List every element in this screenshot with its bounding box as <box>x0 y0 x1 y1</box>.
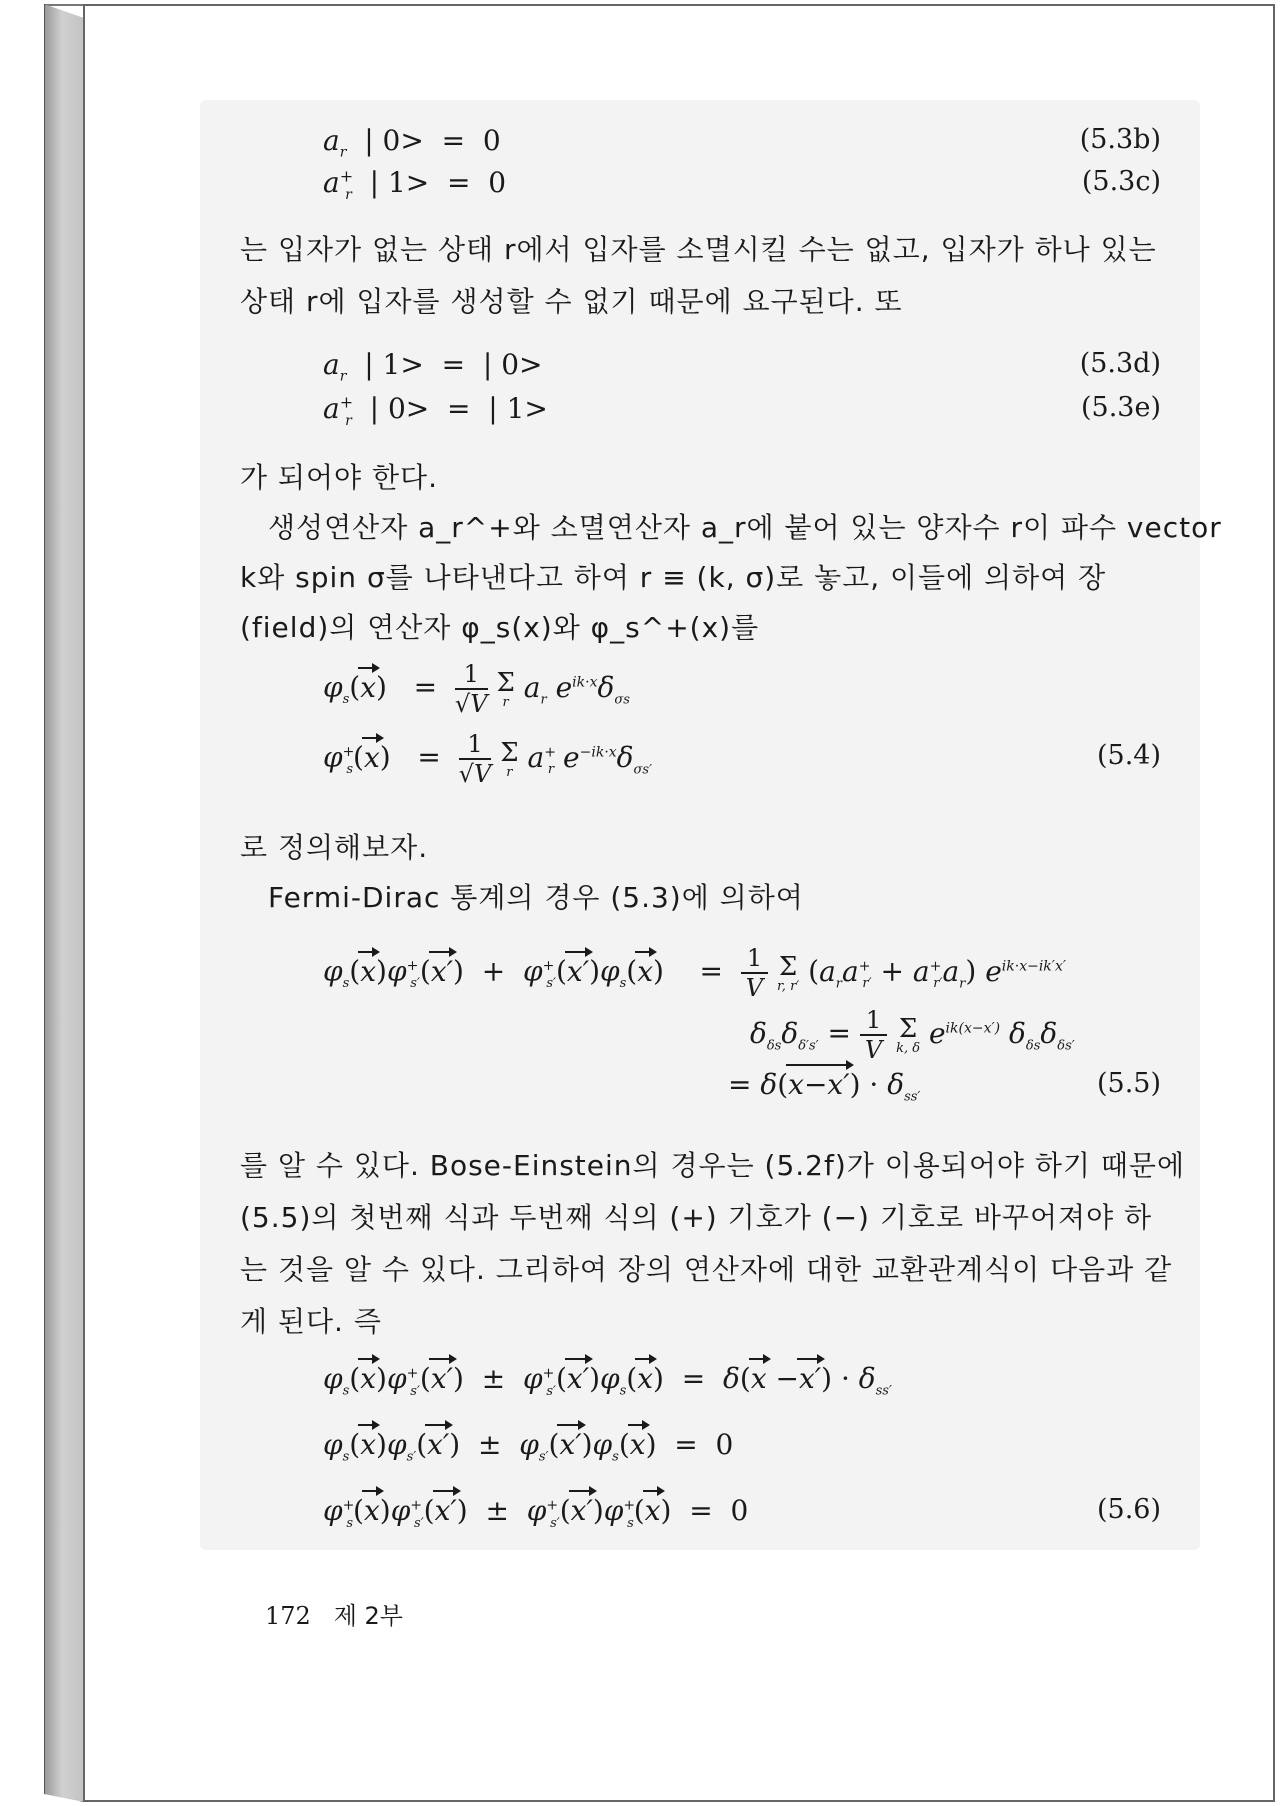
paragraph-line: 는 입자가 없는 상태 r에서 입자를 소멸시킬 수는 없고, 입자가 하나 있는 <box>240 233 1157 266</box>
equation-5-3d: $a_r$ | 1> = | 0> <box>323 348 543 385</box>
equation-5-6-line1: $\varphi_s(x)\varphi^+_{s'}(x') \pm \varphi^+_{s'}(x')\varphi_s(x) = \delta(x -x') \cdot \delta_{ss'}$ <box>323 1362 892 1399</box>
equation-5-6-line2: $\varphi_s(x)\varphi_{s'}(x') \pm \varphi_{s'}(x')\varphi_s(x) = 0$ <box>323 1428 734 1465</box>
part-label: 제 2부 <box>333 1602 403 1630</box>
paragraph-line: 로 정의해보자. <box>240 831 429 864</box>
paragraph-line: Fermi-Dirac 통계의 경우 (5.3)에 의하여 <box>268 881 804 914</box>
paragraph-line: 는 것을 알 수 있다. 그리하여 장의 연산자에 대한 교환관계식이 다음과 같 <box>240 1253 1173 1286</box>
equation-number: (5.3c) <box>1081 166 1161 197</box>
paragraph-line: (field)의 연산자 φ_s(x)와 φ_s^+(x)를 <box>240 611 760 644</box>
equation-5-6-line3: $\varphi^+_s(x)\varphi^+_{s'}(x') \pm \varphi^+_{s'}(x')\varphi^+_s(x) = 0$ <box>323 1494 749 1531</box>
equation-number: (5.3e) <box>1081 392 1161 423</box>
equation-number: (5.5) <box>1096 1068 1161 1099</box>
equation-5-4-line1: $\varphi_s(x)$ = $\frac{1}{√V}$ Σ r $a_r$ $e^{ik\cdot x}\delta_{\sigma s}$ <box>323 660 630 718</box>
paragraph-line: k와 spin σ를 나타낸다고 하여 r ≡ (k, σ)로 놓고, 이들에 의하여 장 <box>240 561 1107 594</box>
paragraph-line: (5.5)의 첫번째 식과 두번째 식의 (+) 기호가 (−) 기호로 바꾸어져야 하 <box>240 1201 1153 1234</box>
equation-5-5-line2: $\delta_{\delta s}\delta_{\delta's'}$ = $\frac{1}{V}$ Σ k, δ $e^{ik(x-x')}$ $\delta_{\delta s}\delta_{\delta s'}$ <box>750 1006 1075 1064</box>
equation-5-3b: $a_r$ | 0> = 0 <box>323 124 501 161</box>
equation-number: (5.3b) <box>1079 124 1161 155</box>
equation-5-4-line2: $\varphi^+_s(x)$ = $\frac{1}{√V}$ Σ r $a^+_r$ $e^{-ik\cdot x}\delta_{\sigma s'}$ <box>323 730 653 788</box>
equation-5-3e: $a^+_r$ | 0> = | 1> <box>323 392 548 429</box>
page-number: 172 <box>265 1602 311 1630</box>
paragraph-line: 상태 r에 입자를 생성할 수 없기 때문에 요구된다. 또 <box>240 285 903 318</box>
paragraph-line: 생성연산자 a_r^+와 소멸연산자 a_r에 붙어 있는 양자수 r이 파수 vector <box>268 511 1222 544</box>
paragraph-line: 게 된다. 즉 <box>240 1305 382 1338</box>
equation-number: (5.6) <box>1096 1494 1161 1525</box>
paragraph-line: 를 알 수 있다. Bose-Einstein의 경우는 (5.2f)가 이용되어야 하기 때문에 <box>240 1149 1185 1182</box>
equation-number: (5.3d) <box>1079 348 1161 379</box>
equation-5-5-line3: = $\delta(x-x') \cdot \delta_{ss'}$ <box>728 1068 921 1105</box>
paragraph-line: 가 되어야 한다. <box>240 461 438 494</box>
equation-5-5-line1: $\varphi_s(x)\varphi^+_{s'}(x') + \varphi^+_{s'}(x')\varphi_s(x)$ = $\frac{1}{V}$ Σ r, r′ $(a_ra^+_{r'} + a^+_{r'}a_r)$ $e^{ik\cdot x-ik'x'}$ <box>323 944 1067 1002</box>
page-footer <box>265 1596 403 1631</box>
equation-5-3c: $a^+_r$ | 1> = 0 <box>323 166 507 203</box>
equation-number: (5.4) <box>1096 740 1161 771</box>
